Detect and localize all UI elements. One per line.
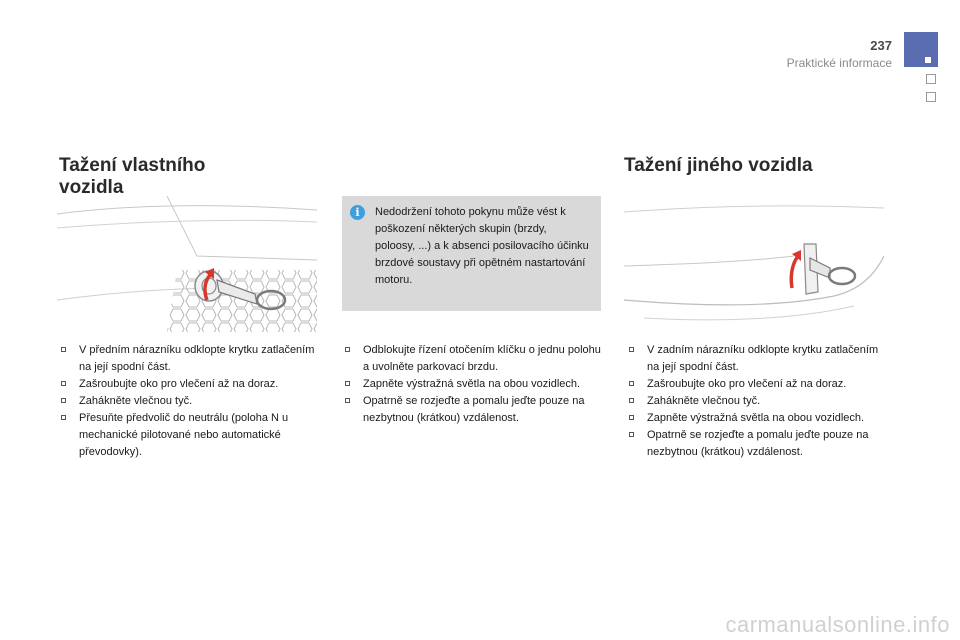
tab-box: [926, 92, 936, 102]
list-item: Zapněte výstražná světla na obou vozidlech.: [629, 410, 887, 427]
list-item: Odblokujte řízení otočením klíčku o jednu polohu a uvolněte parkovací brzdu.: [345, 342, 603, 376]
front-bumper-illustration: [57, 196, 317, 332]
list-item: Zahákněte vlečnou tyč.: [629, 393, 887, 410]
footer-watermark: carmanualsonline.info: [725, 612, 950, 637]
checkbox-bullet-icon: [629, 398, 634, 403]
info-icon: i: [350, 205, 365, 220]
checkbox-bullet-icon: [61, 381, 66, 386]
steps-list-unlock: [345, 342, 603, 427]
list-item: Opatrně se rozjeďte a pomalu jeďte pouze na nezbytnou (krátkou) vzdálenost.: [629, 427, 887, 461]
list-item: Přesuňte předvolič do neutrálu (poloha N u mechanické pilotované nebo automatické převodovky).: [61, 410, 319, 461]
checkbox-bullet-icon: [61, 415, 66, 420]
list-item: Zašroubujte oko pro vlečení až na doraz.: [629, 376, 887, 393]
list-item: V zadním nárazníku odklopte krytku zatlačením na její spodní část.: [629, 342, 887, 376]
list-item: Opatrně se rozjeďte a pomalu jeďte pouze na nezbytnou (krátkou) vzdálenost.: [345, 393, 603, 427]
list-item: Zahákněte vlečnou tyč.: [61, 393, 319, 410]
list-item: V předním nárazníku odklopte krytku zatlačením na její spodní část.: [61, 342, 319, 376]
section-label: Praktické informace: [786, 56, 892, 70]
page-number: 237: [870, 38, 892, 53]
checkbox-bullet-icon: [345, 398, 350, 403]
rear-bumper-illustration: [624, 196, 884, 332]
checkbox-bullet-icon: [61, 347, 66, 352]
tab-box: [926, 74, 936, 84]
checkbox-bullet-icon: [629, 415, 634, 420]
steps-list-other-vehicle: [629, 342, 887, 461]
section-title-own-vehicle: Tažení vlastního vozidla: [59, 155, 206, 198]
checkbox-bullet-icon: [629, 432, 634, 437]
checkbox-bullet-icon: [345, 347, 350, 352]
checkbox-bullet-icon: [629, 381, 634, 386]
warning-text: Nedodržení tohoto pokynu může vést k poškození některých skupin (brzdy, poloosy, ...) a k absenci posilovacího účinku brzdové soustavy při opětném nastartování motoru.: [375, 206, 589, 286]
warning-box: [342, 196, 601, 311]
list-item: Zašroubujte oko pro vlečení až na doraz.: [61, 376, 319, 393]
checkbox-bullet-icon: [61, 398, 66, 403]
checkbox-bullet-icon: [345, 381, 350, 386]
section-tab-marker: [904, 32, 938, 67]
list-item: Zapněte výstražná světla na obou vozidlech.: [345, 376, 603, 393]
checkbox-bullet-icon: [629, 347, 634, 352]
steps-list-own-vehicle: [61, 342, 319, 461]
section-title-other-vehicle: Tažení jiného vozidla: [624, 155, 813, 176]
tab-dot: [925, 57, 931, 63]
